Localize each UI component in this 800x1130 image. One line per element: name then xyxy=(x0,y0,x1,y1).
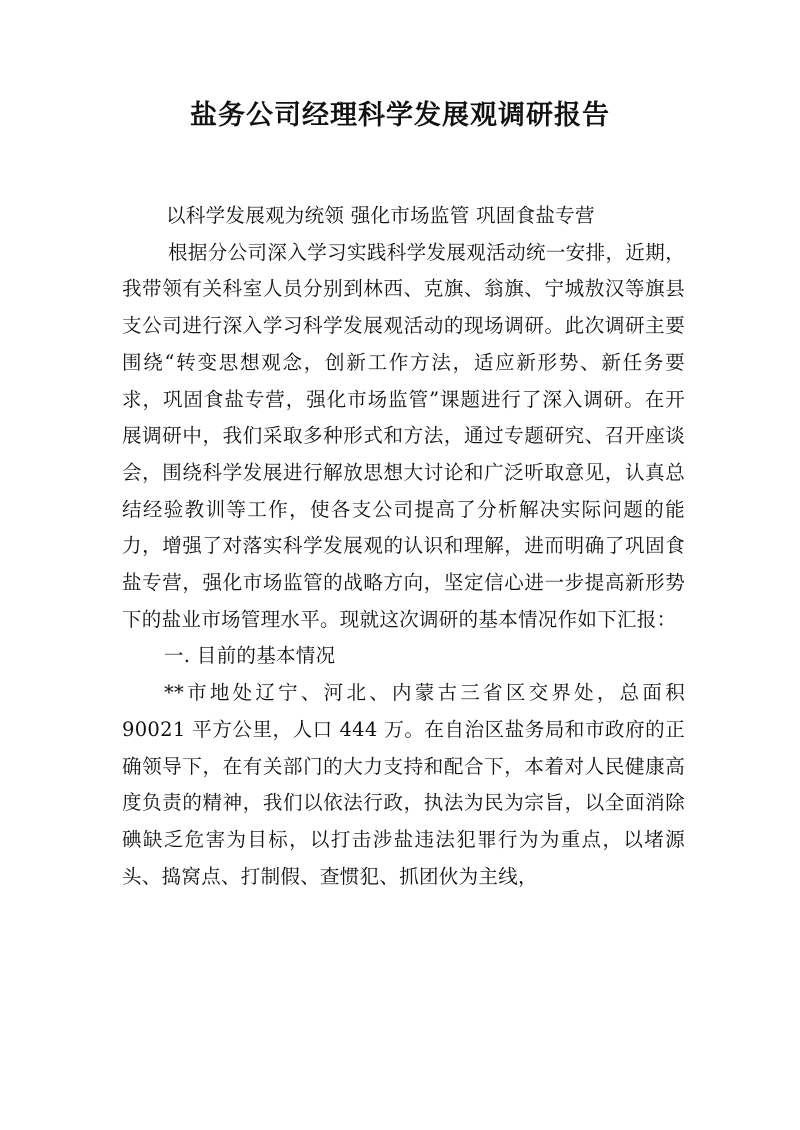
document-subtitle: 以科学发展观为统领 强化市场监管 巩固食盐专营 xyxy=(166,204,595,227)
document-body xyxy=(122,198,685,895)
document-title: 盐务公司经理科学发展观调研报告 xyxy=(190,100,610,131)
section-heading-basic-situation: 一. 目前的基本情况 xyxy=(164,644,336,668)
body-paragraph-intro: 根据分公司深入学习实践科学发展观活动统一安排，近期，我带领有关科室人员分别到林西、克旗、翁旗、宁城敖汉等旗县支公司进行深入学习科学发展观活动的现场调研。此次调研主要围绕“转变思想观念，创新工作方法，适应新形势、新任务要求，巩固食盐专营，强化市场监管”课题进行了深入调研。在开展调研中，我们采取多种形式和方法，通过专题研究、召开座谈会，围绕科学发展进行解放思想大讨论和广泛听取意见，认真总结经验教训等工作，使各支公司提高了分析解决实际问题的能力，增强了对落实科学发展观的认识和理解，进而明确了巩固食盐专营，强化市场监管的战略方向，坚定信心进一步提高新形势下的盐业市场管理水平。现就这次调研的基本情况作如下汇报： xyxy=(122,240,685,631)
body-paragraph-situation: **市地处辽宁、河北、内蒙古三省区交界处，总面积 90021 平方公里，人口 444 万。在自治区盐务局和市政府的正确领导下，在有关部门的大力支持和配合下，本着对人民健康高度负责的精神，我们以依法行政，执法为民为宗旨，以全面消除碘缺乏危害为目标，以打击涉盐违法犯罪行为为重点，以堵源头、捣窝点、打制假、查惯犯、抓团伙为主线， xyxy=(122,681,685,888)
